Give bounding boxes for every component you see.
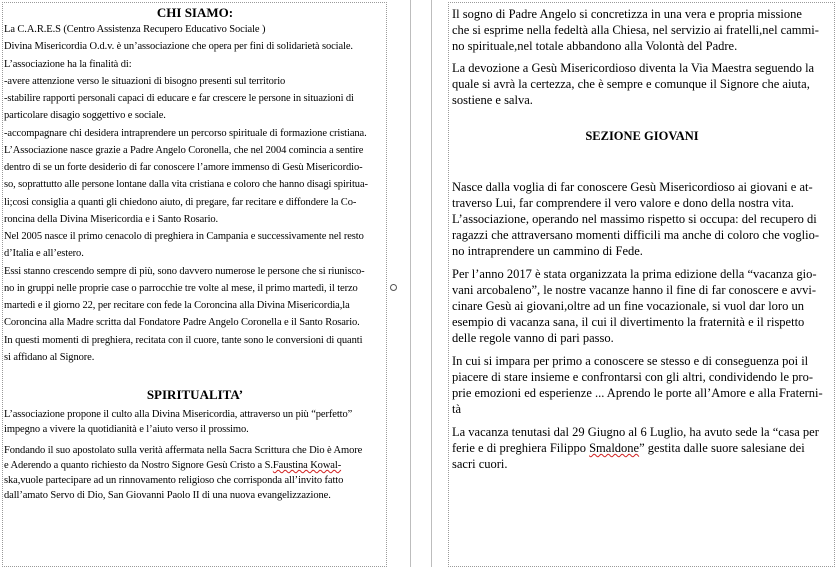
fondando-body: [4, 443, 386, 503]
text-line: li;cosi consiglia a quanti gli chiedono aiuto, di pregare, far recitare e diffondere la Co-: [4, 196, 357, 208]
spellcheck-word: Smaldone: [589, 441, 640, 455]
text-line: dall’amato Servo di Dio, San Giovanni Paolo II di una nuova evangelizzazione.: [4, 490, 331, 501]
text-line: prie emozioni ed esperienze ... Aprendo le porte all’Amore e alla Fraterni-: [452, 386, 823, 400]
text-line: L’associazione ha la finalità di:: [4, 58, 132, 70]
text-line: [452, 440, 832, 456]
text-line: no spirituale,nel totale abbandono alla Volontà del Padre.: [452, 39, 738, 53]
text-span: ” gestita dalle suore salesiane dei: [639, 441, 805, 455]
text-span: ferie e di preghiera Filippo: [452, 441, 590, 455]
text-line: so, soprattutto alle persone lontane dalla vita cristiana e coloro che hanno disagi spiritua-: [4, 179, 368, 191]
text-line: Nasce dalla voglia di far conoscere Gesù Misericordioso ai giovani e at-: [452, 180, 813, 194]
frame-resize-handle[interactable]: [390, 284, 397, 291]
text-line: dentro di se un forte desiderio di far conoscere l’amore immenso di Gesù Misericordio-: [4, 162, 363, 173]
spiritualita-body: [4, 407, 386, 437]
text-line: L’associazione propone il culto alla Divina Misericordia, attraverso un più “perfetto”: [4, 409, 353, 420]
chi-siamo-body: [4, 21, 386, 366]
text-line: roncina della Divina Misericordia e i Santo Rosario.: [4, 213, 219, 225]
paragraph-vacanza: [452, 266, 832, 346]
text-line: martedì e il giorno 22, per recitare con fede la Coroncina alla Divina Misericordia,la: [4, 300, 350, 311]
text-line: La devozione a Gesù Misericordioso diventa la Via Maestra seguendo la: [452, 61, 815, 75]
text-line: piacere di stare insieme e confrontarsi con gli altri, condividendo le pro-: [452, 370, 813, 384]
text-line: esempio di vacanza sana, il cui il divertimento la fraternità e il rispetto: [452, 315, 805, 329]
text-line: quale si avrà la certezza, che è sempre e comunque il Signore che aiuta,: [452, 77, 810, 91]
text-line: tà: [452, 402, 462, 416]
text-line: [4, 458, 386, 473]
spiritualita-heading: SPIRITUALITA’: [146, 387, 244, 402]
text-line: -stabilire rapporti personali capaci di educare e far crescere le persone in situazioni di: [4, 93, 354, 104]
paragraph-nasce: [452, 179, 832, 259]
left-column: [4, 5, 386, 503]
text-line: si affidano al Signore.: [4, 351, 95, 363]
text-line: -avere attenzione verso le situazioni di bisogno presenti sul territorio: [4, 75, 286, 87]
text-line: Fondando il suo apostolato sulla verità affermata nella Sacra Scrittura che Dio è Amore: [4, 445, 363, 456]
paragraph-sogno: [452, 6, 832, 54]
text-line: In questi momenti di preghiera, recitata con il cuore, tante sono le conversioni di quanti: [4, 334, 363, 346]
text-line: Coroncina alla Madre scritta dal Fondatore Padre Angelo Coronella e il Santo Rosario.: [4, 317, 360, 329]
text-line: Il sogno di Padre Angelo si concretizza in una vera e propria missione: [452, 7, 802, 21]
spellcheck-word: Faustina Kowal-: [272, 460, 342, 471]
text-line: sostiene e salva.: [452, 93, 533, 107]
text-line: cinare Gesù ai giovani,oltre ad un fine vocazionale, si vuol dar loro un: [452, 299, 804, 313]
text-line: che si esprime nella fedeltà alla Chiesa, nel servizio ai fratelli,nel cammi-: [452, 23, 819, 37]
text-line: Essi stanno crescendo sempre di più, sono davvero numerose le persone che si riunisco-: [4, 265, 365, 277]
text-line: La C.A.R.E.S (Centro Assistenza Recupero Educativo Sociale ): [4, 24, 266, 35]
paragraph-impara: [452, 353, 832, 417]
text-line: Divina Misericordia O.d.v. è un’associazione che opera per fini di solidarietà sociale.: [4, 41, 353, 53]
text-line: no intraprendere un cammino di Fede.: [452, 244, 643, 258]
right-column: [452, 6, 832, 472]
text-line: no in gruppi nelle proprie case o parrocchie tre volte al mese, il primo martedì, il terzo: [4, 282, 358, 294]
page-gutter: [410, 0, 432, 567]
text-line: impegno a vivere la quotidianità e l’aiuto verso il prossimo.: [4, 424, 249, 435]
text-line: L’associazione, operando nel massimo rispetto si occupa: del recupero di: [452, 212, 817, 226]
text-line: traverso Lui, far comprendere il vero valore e dono della nostra vita.: [452, 196, 794, 210]
text-line: d’Italia e all’estero.: [4, 248, 84, 260]
paragraph-tenutasi: [452, 424, 832, 472]
text-line: sacri cuori.: [452, 457, 508, 471]
sezione-giovani-heading: SEZIONE GIOVANI: [585, 129, 699, 143]
text-line: Per l’anno 2017 è stata organizzata la prima edizione della “vacanza gio-: [452, 267, 817, 281]
text-line: La vacanza tenutasi dal 29 Giugno al 6 Luglio, ha avuto sede la “casa per: [452, 425, 819, 439]
text-line: L’Associazione nasce grazie a Padre Angelo Coronella, che nel 2004 comincia a sentire: [4, 144, 364, 156]
chi-siamo-heading: CHI SIAMO:: [156, 5, 234, 20]
text-line: ragazzi che attraversano momenti difficili ma anche di coloro che voglio-: [452, 228, 819, 242]
text-line: Nel 2005 nasce il primo cenacolo di preghiera in Campania e successivamente nel resto: [4, 231, 364, 242]
text-line: vani arcobaleno”, le nostre vacanze hanno il fine di far conoscere e avvi-: [452, 283, 817, 297]
text-line: ska,vuole partecipare ad un rinnovamento religioso che corrisponda all’invito fatto: [4, 475, 344, 486]
text-line: delle regole vanno di pari passo.: [452, 331, 614, 345]
text-line: -accompagnare chi desidera intraprendere un percorso spirituale di formazione cristiana.: [4, 127, 367, 139]
text-line: particolare disagio soggettivo e sociale.: [4, 110, 166, 122]
text-line: In cui si impara per primo a conoscere se stesso e di conseguenza poi il: [452, 354, 809, 368]
paragraph-devozione: [452, 60, 832, 108]
text-span: e Aderendo a quanto richiesto da Nostro Signore Gesù Cristo a S.: [4, 460, 273, 471]
